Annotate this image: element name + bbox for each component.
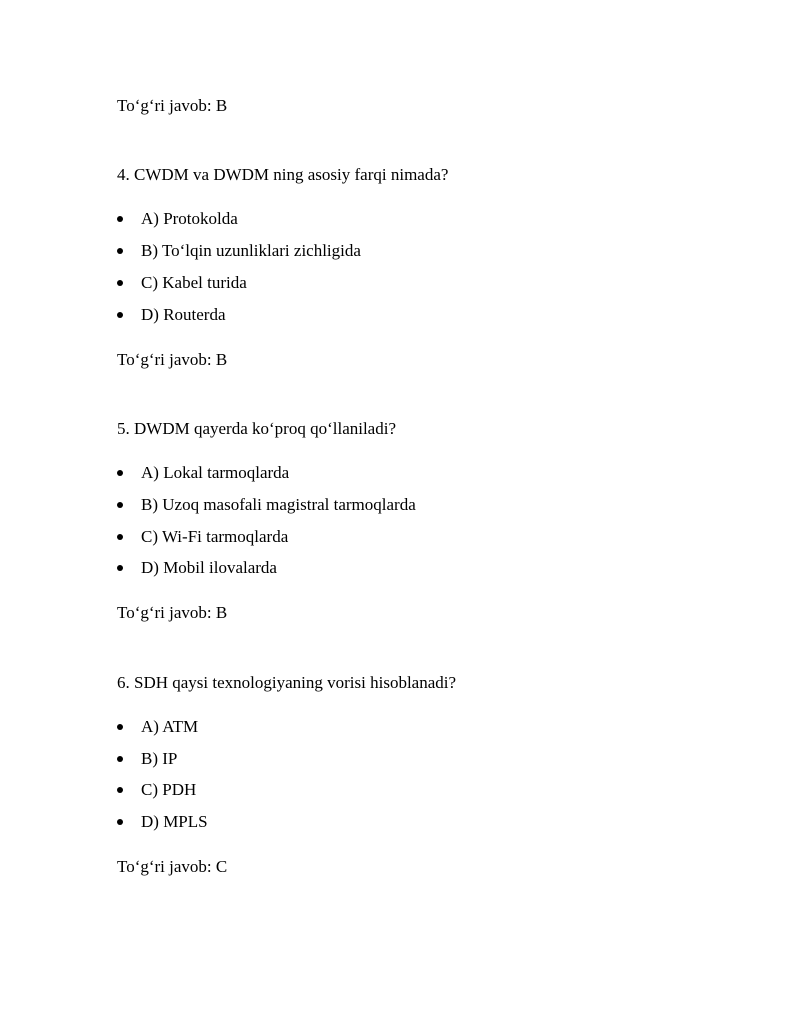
option-label: C) PDH	[141, 780, 197, 799]
option-label: D) MPLS	[141, 812, 208, 831]
answer-line-4: To‘g‘ri javob: B	[117, 350, 228, 369]
question-5: 5. DWDM qayerda ko‘proq qo‘llaniladi?	[117, 419, 396, 438]
option-label: A) Lokal tarmoqlarda	[141, 463, 290, 482]
bullet-icon	[117, 565, 123, 571]
bullet-icon	[117, 216, 123, 222]
bullet-icon	[117, 756, 123, 762]
option-label: B) To‘lqin uzunliklari zichligida	[141, 241, 361, 260]
option-label: A) Protokolda	[141, 209, 238, 228]
option-label: C) Wi-Fi tarmoqlarda	[141, 527, 289, 546]
option-label: D) Mobil ilovalarda	[141, 558, 277, 577]
question-6: 6. SDH qaysi texnologiyaning vorisi hisoblanadi?	[117, 673, 457, 692]
bullet-icon	[117, 819, 123, 825]
option-label: A) ATM	[141, 717, 199, 736]
bullet-icon	[117, 787, 123, 793]
bullet-icon	[117, 280, 123, 286]
bullet-icon	[117, 470, 123, 476]
option-label: C) Kabel turida	[141, 273, 247, 292]
bullet-icon	[117, 502, 123, 508]
bullet-icon	[117, 248, 123, 254]
answer-line-5: To‘g‘ri javob: B	[117, 603, 228, 622]
bullet-icon	[117, 534, 123, 540]
bullet-icon	[117, 724, 123, 730]
option-label: B) Uzoq masofali magistral tarmoqlarda	[141, 495, 416, 514]
question-4: 4. CWDM va DWDM ning asosiy farqi nimada?	[117, 165, 449, 184]
answer-line-6: To‘g‘ri javob: C	[117, 857, 228, 876]
answer-line-prev: To‘g‘ri javob: B	[117, 96, 228, 115]
option-label: D) Routerda	[141, 305, 226, 324]
option-label: B) IP	[141, 749, 178, 768]
bullet-icon	[117, 312, 123, 318]
